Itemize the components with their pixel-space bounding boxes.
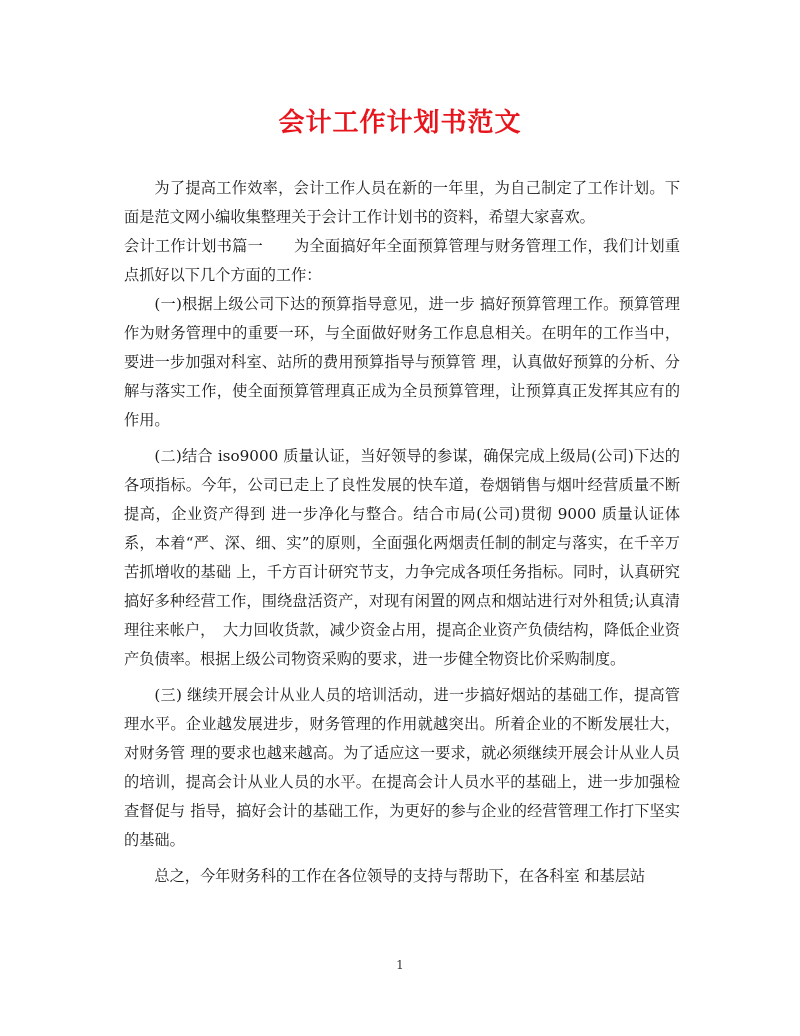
paragraph-summary: 总之，今年财务科的工作在各位领导的支持与帮助下，在各科室 和基层站 <box>154 867 646 885</box>
paragraph-section-one: 会计工作计划书篇一 为全面搞好年全面预算管理与财务管理工作，我们计划重点抓好以下几个方面的工作： <box>124 237 680 284</box>
paragraph-item-2: (二)结合 iso9000 质量认证，当好领导的参谋，确保完成上级局(公司)下达的各项指标。今年，公司已走上了良性发展的快车道，卷烟销售与烟叶经营质量不断提高，企业资产得到 进一步净化与整合。结合市局(公司)贯彻 9000 质量认证体系，本着“严、深、细、实”的原则，全面强化两烟责任制的制定与落实，在千辛万苦抓增收的基础 上，千方百计研究节支，力争完成各项任务指标。同时，认真研究搞好多种经营工作，围绕盘活资产，对现有闲置的网点和烟站进行对外租赁;认真清理往来帐户， 大力回收货款，减少资金占用，提高企业资产负债结构，降低企业资产负债率。根据上级公司物资采购的要求，进一步健全物资比价采购制度。 <box>124 447 680 668</box>
page-number: 1 <box>396 958 404 972</box>
paragraph-item-3: (三) 继续开展会计从业人员的培训活动，进一步搞好烟站的基础工作，提高管理水平。企业越发展进步，财务管理的作用就越突出。所着企业的不断发展壮大，对财务管 理的要求也越来越高。为了适应这一要求，就必须继续开展会计从业人员的培训，提高会计从业人员的水平。在提高会计人员水平的基础上，进一步加强检查督促与 指导，搞好会计的基础工作，为更好的参与企业的经营管理工作打下坚实的基础。 <box>124 686 680 849</box>
paragraph-item-1: (一)根据上级公司下达的预算指导意见，进一步 搞好预算管理工作。预算管理作为财务管理中的重要一环，与全面做好财务工作息息相关。在明年的工作当中，要进一步加强对科室、站所的费用预算指导与预算管 理，认真做好预算的分析、分解与落实工作，使全面预算管理真正成为全员预算管理，让预算真正发挥其应有的作用。 <box>124 295 680 429</box>
document-title: 会计工作计划书范文 <box>278 108 522 138</box>
paragraph-intro: 为了提高工作效率，会计工作人员在新的一年里，为自己制定了工作计划。下面是范文网小编收集整理关于会计工作计划书的资料，希望大家喜欢。 <box>124 179 680 226</box>
document-body <box>124 174 680 891</box>
